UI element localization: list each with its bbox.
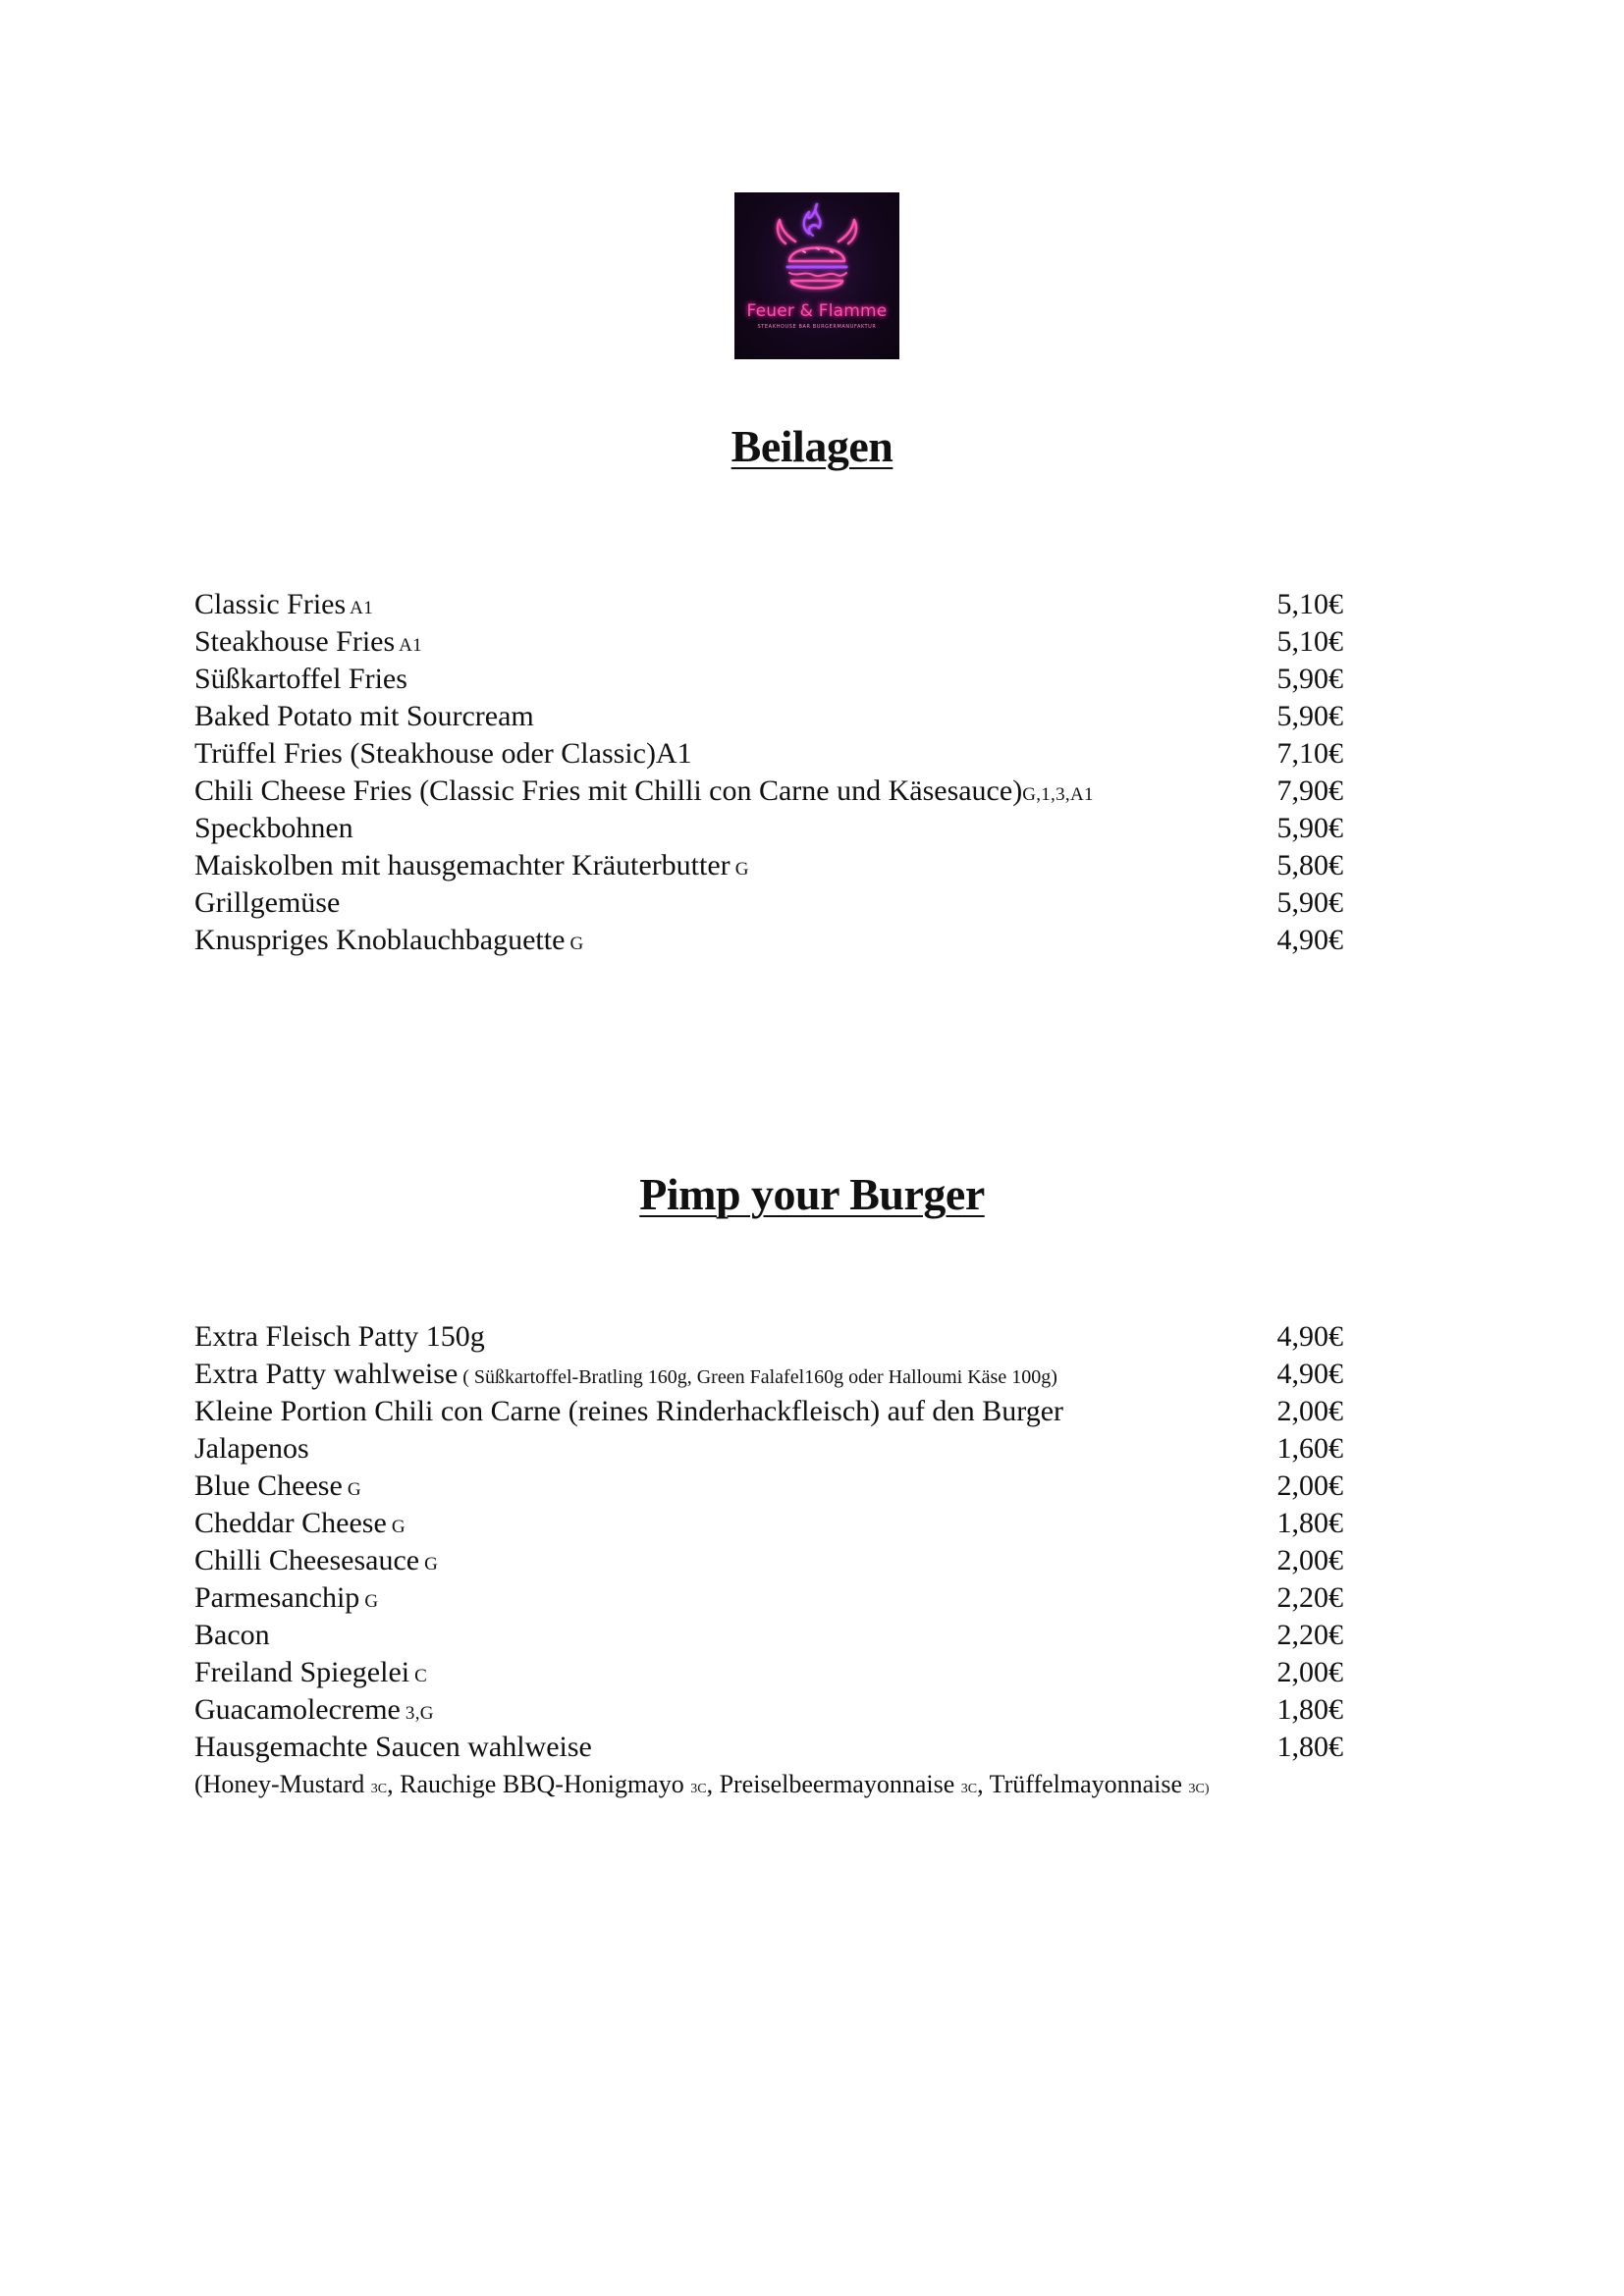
beilagen-title: Beilagen (731, 421, 893, 471)
item-name: Cheddar Cheese G (194, 1507, 406, 1539)
pimp-your-burger-title: Pimp your Burger (639, 1169, 985, 1219)
item-name: Süßkartoffel Fries (194, 663, 407, 695)
item-name: Extra Patty wahlweise ( Süßkartoffel-Bratling 160g, Green Falafel160g oder Halloumi Käse 100g) (194, 1358, 1057, 1390)
item-price: 2,20€ (1276, 1581, 1343, 1614)
menu-item (194, 847, 1353, 884)
item-name: Guacamolecreme 3,G (194, 1693, 434, 1726)
item-price: 2,00€ (1276, 1395, 1343, 1427)
item-name: Knuspriges Knoblauchbaguette G (194, 924, 584, 956)
logo-brand-text: Feuer & Flamme (746, 301, 888, 321)
allergen-code: G (342, 1479, 361, 1500)
item-price: 5,80€ (1276, 849, 1343, 881)
item-price: 5,90€ (1276, 700, 1343, 732)
menu-item (194, 922, 1353, 959)
menu-item (194, 1691, 1353, 1729)
menu-item (194, 735, 1353, 773)
item-name: Classic Fries A1 (194, 588, 373, 620)
item-price: 2,00€ (1276, 1656, 1343, 1688)
pimp-your-burger-list (194, 1318, 1353, 1803)
menu-item (194, 661, 1353, 698)
item-name: Speckbohnen (194, 812, 353, 844)
item-price: 4,90€ (1276, 924, 1343, 956)
item-name: Jalapenos (194, 1432, 309, 1465)
item-price: 1,80€ (1276, 1693, 1343, 1726)
item-price: 2,00€ (1276, 1544, 1343, 1576)
menu-item (194, 1318, 1353, 1356)
item-price: 5,90€ (1276, 663, 1343, 695)
item-price: 1,80€ (1276, 1507, 1343, 1539)
item-name: Maiskolben mit hausgemachter Kräuterbutter G (194, 849, 749, 881)
item-price: 2,20€ (1276, 1619, 1343, 1651)
allergen-code: 3C (960, 1782, 978, 1796)
item-price: 4,90€ (1276, 1320, 1343, 1353)
menu-item (194, 1468, 1353, 1505)
menu-item (194, 698, 1353, 735)
item-price: 7,90€ (1276, 774, 1343, 807)
item-name: Chili Cheese Fries (Classic Fries mit Chilli con Carne und Käsesauce)G,1,3,A1 (194, 774, 1094, 807)
allergen-code: 3C) (1188, 1782, 1210, 1796)
item-name: Kleine Portion Chili con Carne (reines Rinderhackfleisch) auf den Burger (194, 1395, 1064, 1427)
allergen-code: 3C (690, 1782, 707, 1796)
item-name: Baked Potato mit Sourcream (194, 700, 534, 732)
allergen-code: G (419, 1554, 439, 1575)
item-price: 7,10€ (1276, 737, 1343, 770)
menu-item (194, 1430, 1353, 1468)
menu-item (194, 1505, 1353, 1542)
menu-item (194, 884, 1353, 922)
allergen-code: A1 (395, 635, 422, 656)
item-price: 1,60€ (1276, 1432, 1343, 1465)
item-name: Extra Fleisch Patty 150g (194, 1320, 485, 1353)
item-name: Steakhouse Fries A1 (194, 625, 422, 658)
menu-item (194, 1542, 1353, 1579)
menu-item (194, 1729, 1353, 1766)
item-name: Blue Cheese G (194, 1469, 361, 1502)
menu-item (194, 623, 1353, 661)
flaming-burger-icon (734, 192, 899, 359)
menu-item (194, 773, 1353, 810)
allergen-code: C (409, 1666, 428, 1686)
item-price: 2,00€ (1276, 1469, 1343, 1502)
allergen-code: 3C (370, 1782, 388, 1796)
item-price: 5,90€ (1276, 812, 1343, 844)
allergen-code: G (565, 934, 584, 954)
menu-item (194, 1617, 1353, 1654)
item-name: Parmesanchip G (194, 1581, 379, 1614)
menu-item (194, 586, 1353, 623)
menu-item (194, 1654, 1353, 1691)
allergen-code: G,1,3,A1 (1022, 784, 1094, 805)
item-name: Hausgemachte Saucen wahlweise (194, 1731, 592, 1763)
item-detail: ( Süßkartoffel-Bratling 160g, Green Falafel160g oder Halloumi Käse 100g) (458, 1366, 1057, 1388)
restaurant-logo (734, 192, 899, 359)
logo-tagline: STEAKHOUSE BAR BURGERMANUFAKTUR (757, 324, 877, 330)
menu-item (194, 1579, 1353, 1617)
item-name: Freiland Spiegelei C (194, 1656, 428, 1688)
allergen-code: G (359, 1591, 379, 1612)
menu-item (194, 1393, 1353, 1430)
item-price: 1,80€ (1276, 1731, 1343, 1763)
menu-item (194, 1356, 1353, 1393)
menu-item (194, 810, 1353, 847)
allergen-code: A1 (346, 598, 373, 618)
beilagen-list (194, 586, 1353, 959)
allergen-code: G (386, 1517, 406, 1537)
item-name: Grillgemüse (194, 886, 341, 919)
item-name: Chilli Cheesesauce G (194, 1544, 439, 1576)
item-name: Bacon (194, 1619, 270, 1651)
sauces-note: (Honey-Mustard 3C, Rauchige BBQ-Honigmayo 3C, Preiselbeermayonnaise 3C, Trüffelmayonnaise 3C) (194, 1770, 1210, 1798)
item-price: 5,10€ (1276, 625, 1343, 658)
allergen-code: G (730, 859, 749, 880)
item-name: Trüffel Fries (Steakhouse oder Classic)A1 (194, 737, 692, 770)
item-price: 5,10€ (1276, 588, 1343, 620)
allergen-code: 3,G (400, 1703, 434, 1724)
item-price: 5,90€ (1276, 886, 1343, 919)
item-price: 4,90€ (1276, 1358, 1343, 1390)
